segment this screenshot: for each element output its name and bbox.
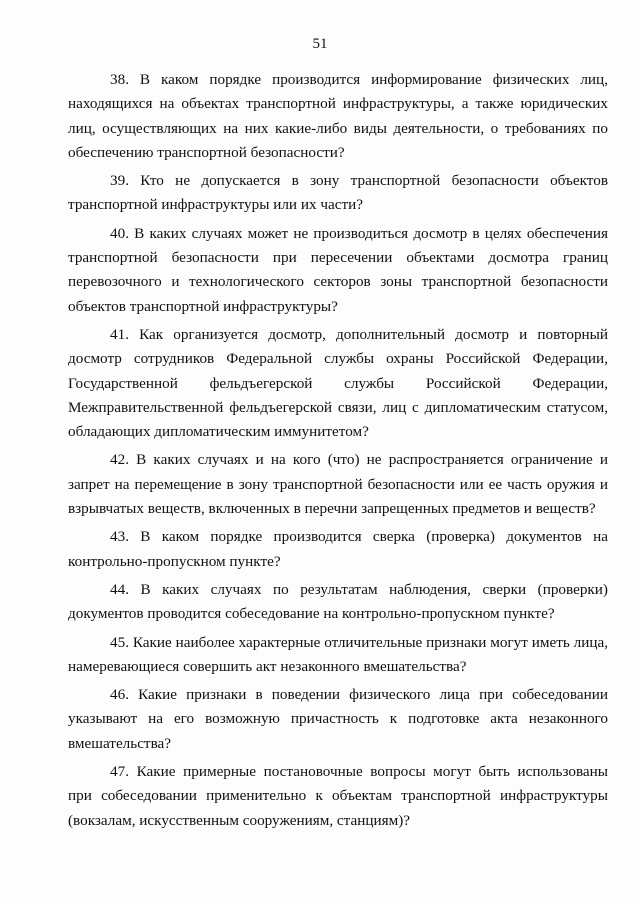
question-46: 46. Какие признаки в поведении физического лица при собеседовании указывают на его возможную причастность к подготовке акта незаконного вмешательства? bbox=[68, 686, 608, 752]
question-40: 40. В каких случаях может не производиться досмотр в целях обеспечения транспортной безопасности при пересечении объектами досмотра границ перевозочного и технологического секторов зоны транспортной безопасности объектов транспортной инфраструктуры? bbox=[68, 224, 608, 315]
question-47: 47. Какие примерные постановочные вопросы могут быть использованы при собеседовании применительно к объектам транспортной инфраструктуры (вокзалам, искусственным сооружениям, станциям)? bbox=[68, 763, 608, 829]
question-38: 38. В каком порядке производится информирование физических лиц, находящихся на объектах транспортной инфраструктуры, а также юридических лиц, осуществляющих на них какие-либо виды деятельности, о требованиях по обеспечению транспортной безопасности? bbox=[68, 71, 608, 161]
question-42: 42. В каких случаях и на кого (что) не распространяется ограничение и запрет на перемещение в зону транспортной безопасности или ее часть оружия и взрывчатых веществ, включенных в перечни запрещенных предметов и веществ? bbox=[68, 451, 608, 518]
question-43: 43. В каком порядке производится сверка (проверка) документов на контрольно-пропускном пункте? bbox=[68, 528, 608, 570]
question-list bbox=[68, 68, 608, 837]
question-41: 41. Как организуется досмотр, дополнительный досмотр и повторный досмотр сотрудников Федеральной службы охраны Российской Федерации, Государственной фельдъегерской службы Российской Федерации, Межправительственной фельдъегерской связи, лиц с дипломатическим статусом, обладающих дипломатическим иммунитетом? bbox=[68, 325, 608, 441]
question-45: 45. Какие наиболее характерные отличительные признаки могут иметь лица, намеревающиеся совершить акт незаконного вмешательства? bbox=[68, 633, 608, 675]
page-number: 51 bbox=[312, 36, 328, 52]
question-44: 44. В каких случаях по результатам наблюдения, сверки (проверки) документов проводится собеседование на контрольно-пропускном пункте? bbox=[68, 580, 608, 623]
question-39: 39. Кто не допускается в зону транспортной безопасности объектов транспортной инфраструктуры или их части? bbox=[68, 172, 608, 214]
